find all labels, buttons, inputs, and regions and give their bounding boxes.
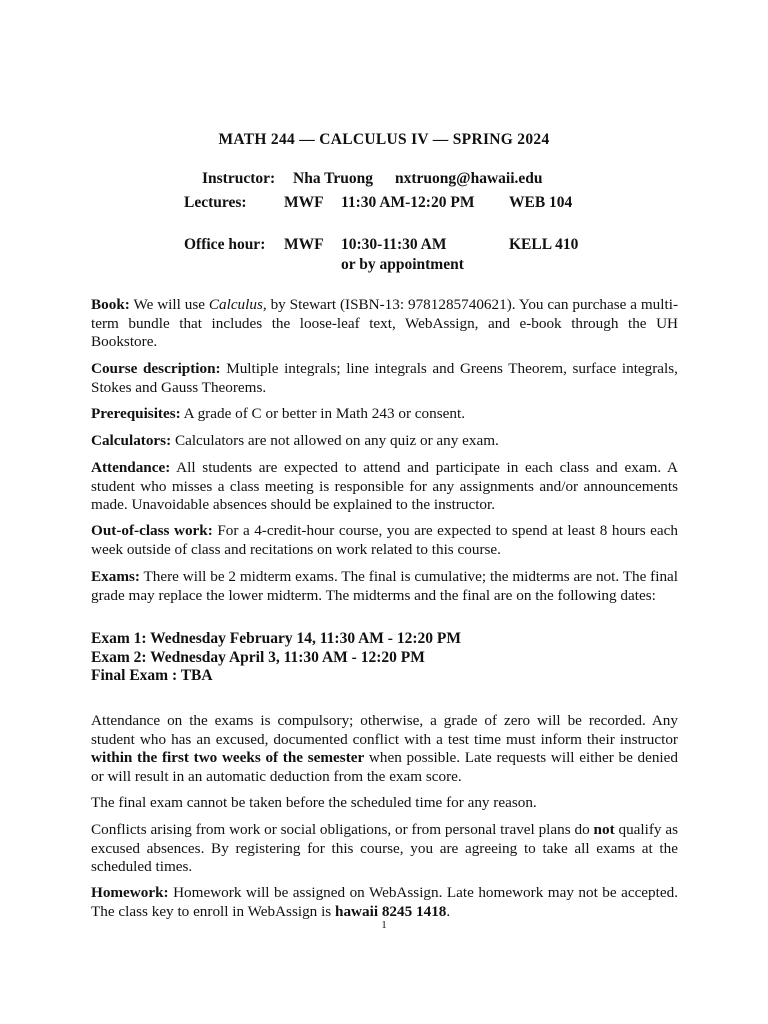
attendance-section: [91, 459, 678, 515]
out-of-class-text: For a 4-credit-hour course, you are expected to spend at least 8 hours each week outside of class and recitations on work related to this course.: [91, 522, 678, 558]
exam-policy-text-pre: Attendance on the exams is compulsory; otherwise, a grade of zero will be recorded. Any student who has an excused, documented conflict with a test time must inform their instructor: [91, 712, 678, 748]
final-exam-note: [91, 794, 678, 813]
attendance-text: All students are expected to attend and participate in each class and exam. A student who misses a class meeting is responsible for any assignments and/or announcements made. Unavoidable absences should be explained to the instructor.: [91, 459, 678, 513]
homework-label: Homework:: [91, 884, 169, 901]
exam-date-item: Exam 1: Wednesday February 14, 11:30 AM - 12:20 PM: [91, 630, 461, 647]
out-of-class-label: Out-of-class work:: [91, 522, 213, 539]
instructor-label: Instructor:: [202, 170, 276, 187]
homework-section: [91, 884, 678, 921]
out-of-class-section: [91, 522, 678, 559]
calculators-text: Calculators are not allowed on any quiz or any exam.: [171, 432, 499, 449]
prerequisites-section: [91, 405, 678, 424]
conflicts-text-pre: Conflicts arising from work or social obligations, or from personal travel plans do: [91, 821, 594, 838]
book-label: Book:: [91, 296, 130, 313]
exams-text: There will be 2 midterm exams. The final is cumulative; the midterms are not. The final grade may replace the lower midterm. The midterms and the final are on the following dates:: [91, 568, 678, 604]
lectures-label: Lectures:: [184, 194, 247, 211]
attendance-label: Attendance:: [91, 459, 171, 476]
exams-section: [91, 568, 678, 605]
conflicts-text-post: qualify as excused absences. By registering for this course, you are agreeing to take all exams at the scheduled times.: [91, 821, 678, 875]
instructor-name: Nha Truong: [293, 170, 373, 187]
conflicts-not: not: [593, 821, 615, 838]
webassign-class-key: hawaii 8245 1418: [335, 902, 447, 920]
exams-label: Exams:: [91, 568, 140, 585]
final-exam-note-text: The final exam cannot be taken before the scheduled time for any reason.: [91, 794, 537, 811]
office-hour-note: or by appointment: [341, 256, 464, 273]
book-title: Calculus: [208, 296, 263, 313]
book-text-post: , by Stewart (ISBN-13: 9781285740621). You can purchase a multi-term bundle that includes the loose-leaf text, WebAssign, and e-book through the UH Bookstore.: [91, 296, 678, 350]
office-hour-label: Office hour:: [184, 236, 266, 253]
lectures-days: MWF: [284, 194, 324, 211]
lectures-time: 11:30 AM-12:20 PM: [341, 194, 475, 211]
exam-dates-list: [91, 630, 461, 686]
instructor-email: nxtruong@hawaii.edu: [395, 170, 543, 187]
exam-policy-deadline: within the first two weeks of the semester: [91, 749, 365, 766]
office-hour-room: KELL 410: [509, 236, 579, 253]
exam-policy-text-post: when possible. Late requests will either be denied or will result in an automatic deduction from the exam score.: [91, 749, 678, 785]
calculators-label: Calculators:: [91, 432, 172, 449]
prerequisites-label: Prerequisites:: [91, 405, 181, 422]
office-hour-days: MWF: [284, 236, 324, 253]
exam-date-item: Exam 2: Wednesday April 3, 11:30 AM - 12:20 PM: [91, 648, 425, 666]
prerequisites-text: A grade of C or better in Math 243 or consent.: [180, 405, 465, 422]
exam-date-item: Final Exam : TBA: [91, 667, 213, 684]
document-title: MATH 244 — CALCULUS IV — SPRING 2024: [218, 131, 550, 148]
homework-text-end: .: [446, 902, 451, 920]
exam-policy-paragraph: [91, 712, 678, 786]
course-description-section: [91, 360, 678, 397]
book-text-pre: We will use: [129, 296, 209, 313]
lectures-room: WEB 104: [509, 194, 573, 211]
conflicts-paragraph: [91, 821, 678, 877]
page-number: 1: [381, 919, 387, 931]
calculators-section: [91, 432, 678, 451]
homework-text: Homework will be assigned on WebAssign. Late homework may not be accepted. The class key to enroll in WebAssign is: [91, 884, 678, 920]
book-section: [91, 296, 678, 352]
office-hour-time: 10:30-11:30 AM: [341, 236, 447, 253]
course-description-text: Multiple integrals; line integrals and Greens Theorem, surface integrals, Stokes and Gauss Theorems.: [91, 360, 678, 396]
course-description-label: Course description:: [91, 360, 221, 377]
